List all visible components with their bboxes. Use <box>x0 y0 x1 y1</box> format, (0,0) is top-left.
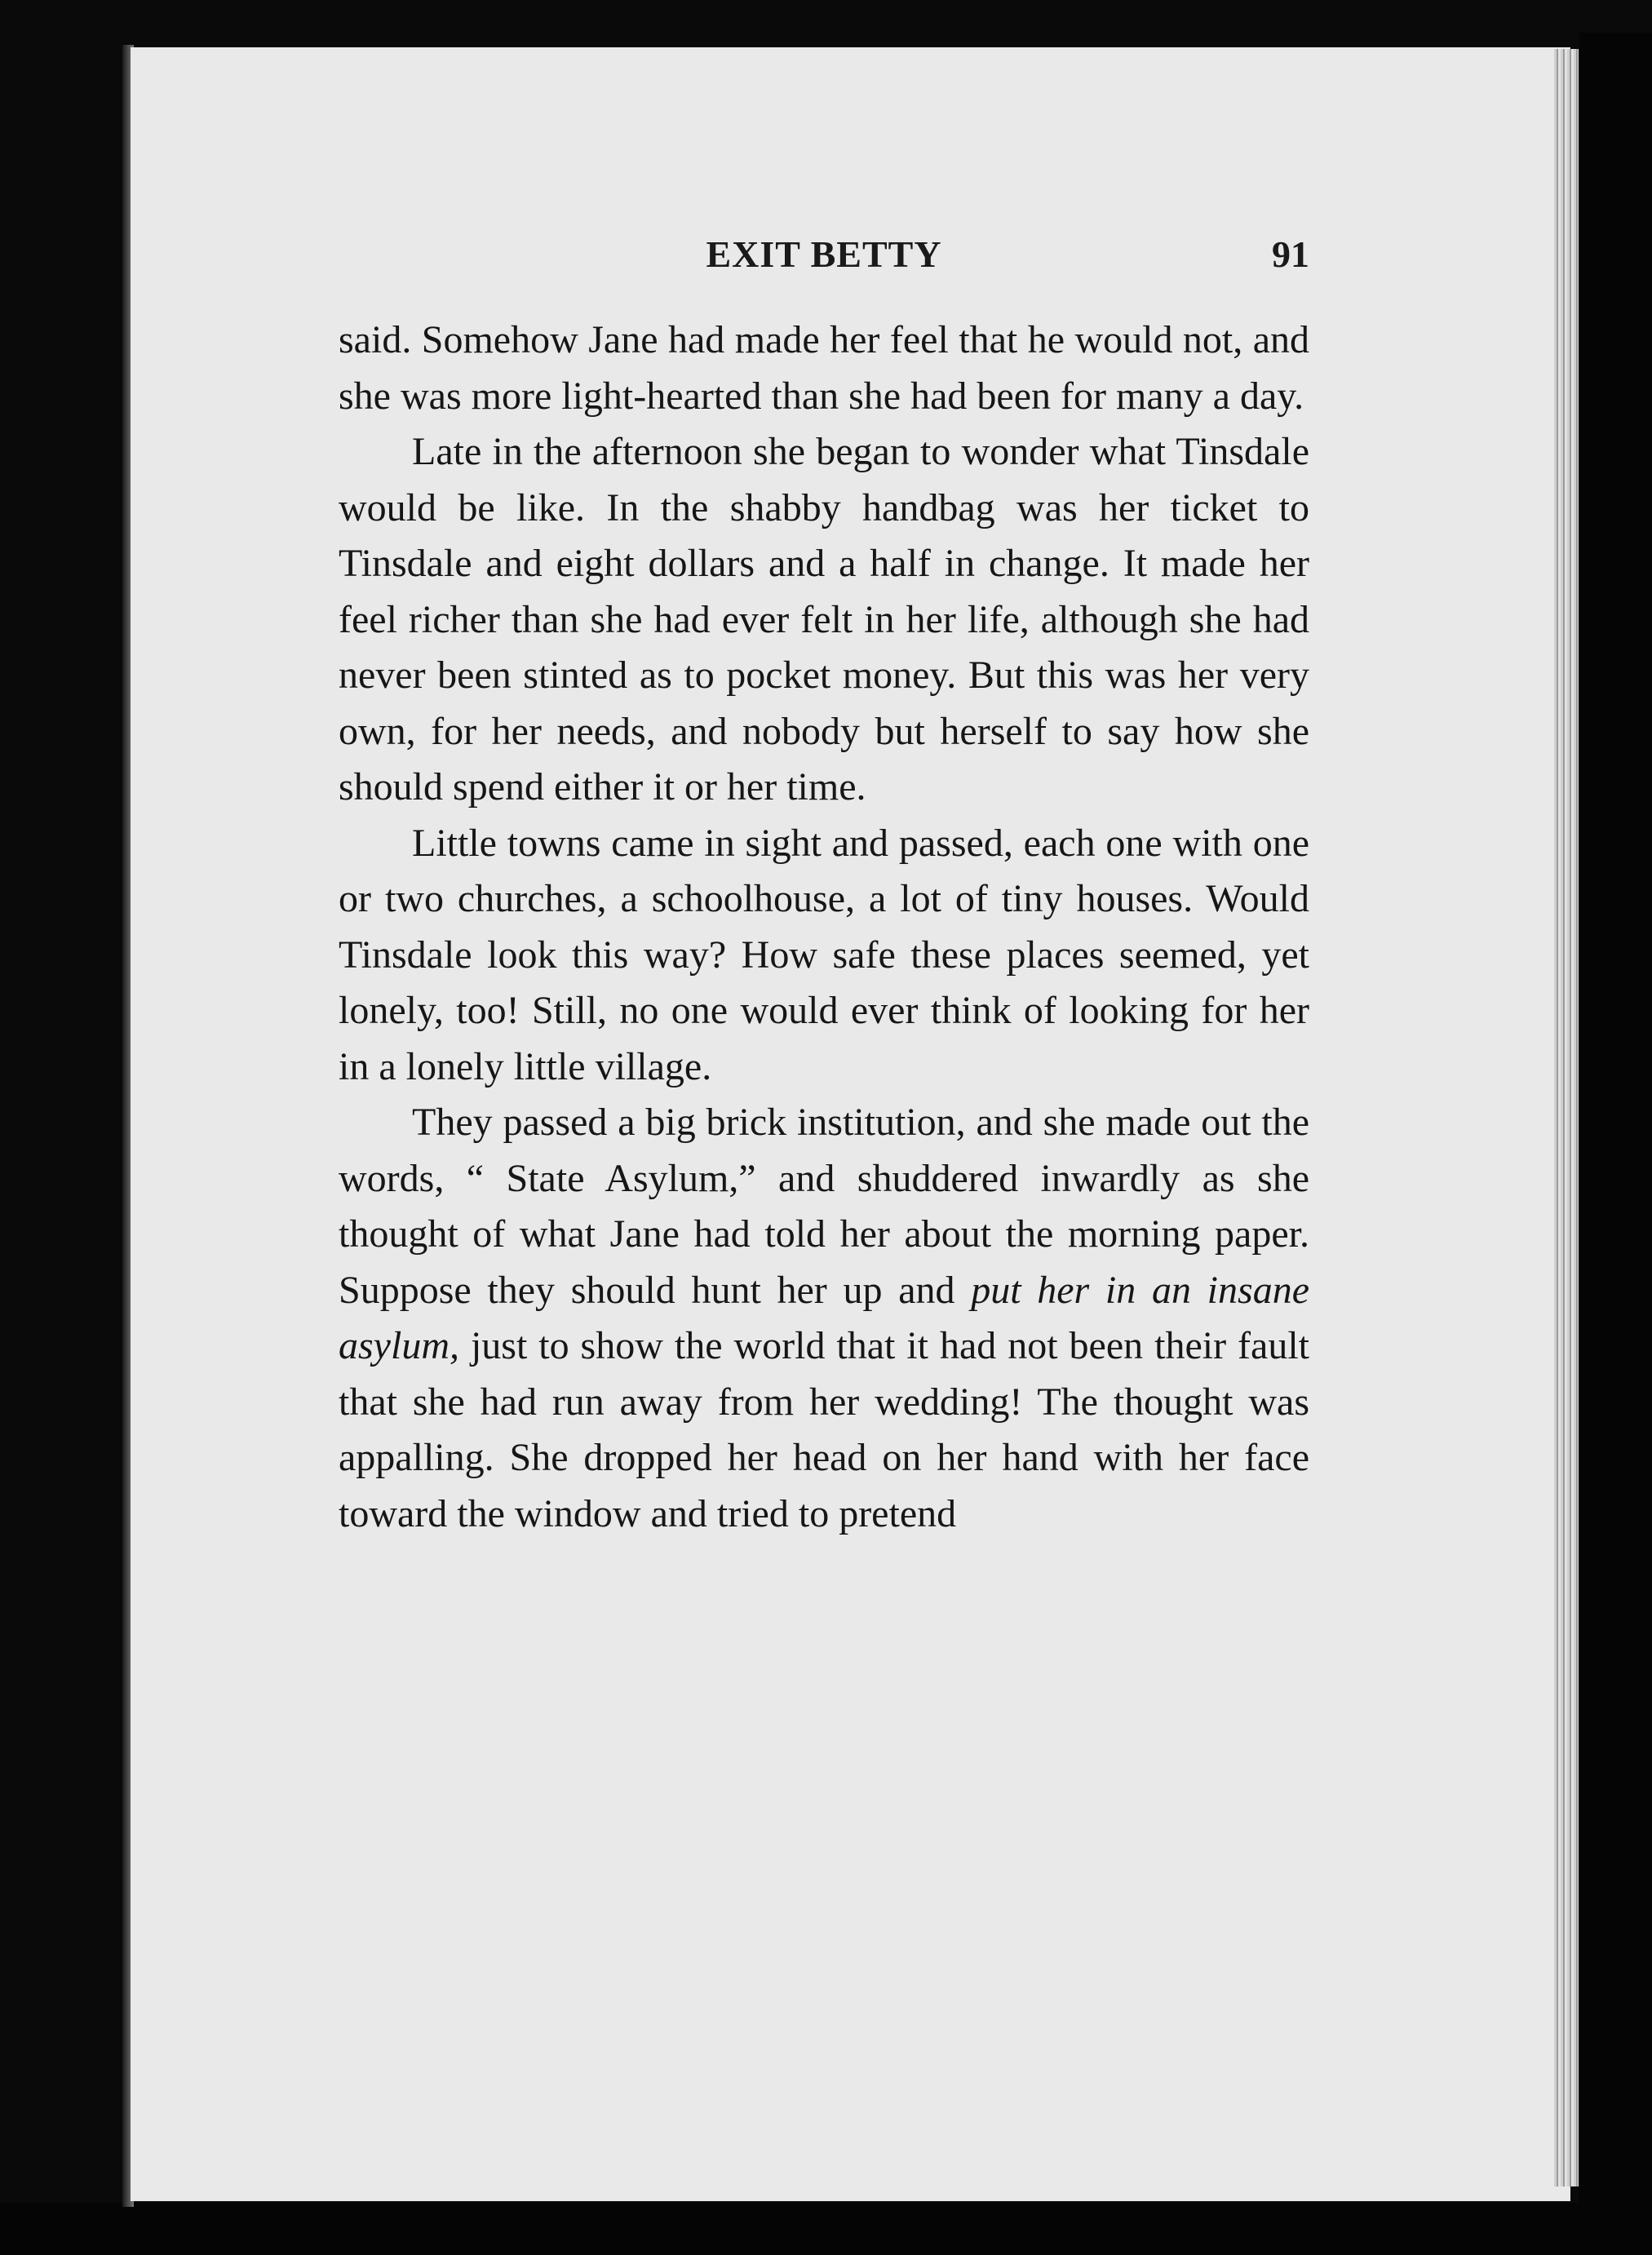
paragraph-2: Late in the afternoon she began to wonder what Tinsdale would be like. In the shabby handbag was her ticket to Tinsdale and eight dollars and a half in change. It made her feel richer than she had ever felt in her life, although she had never been stinted as to pocket money. But this was her very own, for her needs, and nobody but herself to say how she should spend either it or her time. <box>339 430 1309 809</box>
book-spine-shadow <box>1579 33 1652 2255</box>
bottom-shadow <box>0 2203 1652 2255</box>
body-text <box>339 312 1309 1542</box>
running-head <box>339 233 1309 281</box>
running-head-title: EXIT BETTY <box>706 233 942 275</box>
page-number: 91 <box>1272 233 1309 275</box>
paragraph-4-end: just to show the world that it had not been their fault that she had run away from her wedding! The thought was appalling. She dropped her head on her hand with her face toward the window and tried to pretend <box>339 1324 1309 1535</box>
paragraph-4 <box>339 1095 1309 1542</box>
paragraph-4-italic: put her in an insane asylum, <box>339 1268 1309 1367</box>
paragraph-3: Little towns came in sight and passed, each one with one or two churches, a schoolhouse, a lot of tiny houses. Would Tinsdale look this way? How safe these places seemed, yet lonely, too! Still, no one would ever think of looking for her in a lonely little village. <box>339 821 1309 1088</box>
paragraph-1: said. Somehow Jane had made her feel that he would not, and she was more light-hearted than she had been for many a day. <box>339 318 1309 418</box>
paragraph-4-start: They passed a big brick institution, and she made out the words, “ State Asylum,” and shuddered inwardly as she thought of what Jane had told her about the morning paper. Suppose they should hunt her up and <box>339 1101 1309 1312</box>
page-stack-edge <box>1554 49 1579 2186</box>
